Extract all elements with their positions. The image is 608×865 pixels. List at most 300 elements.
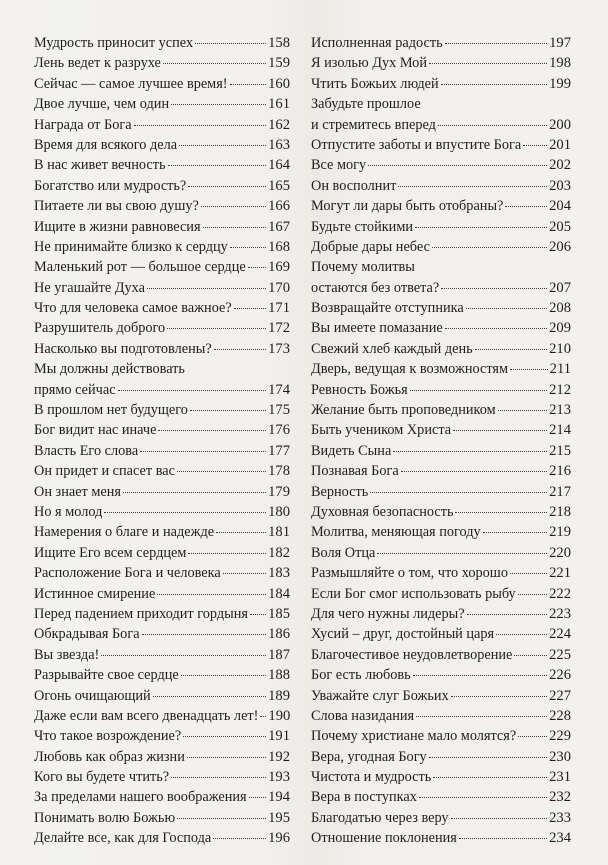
toc-entry (311, 359, 571, 379)
dot-leader (429, 757, 547, 758)
toc-entry-page-number: 202 (549, 157, 571, 174)
dot-leader (168, 165, 267, 166)
toc-entry (34, 298, 290, 318)
dot-leader (195, 43, 266, 44)
toc-entry (311, 217, 571, 237)
dot-leader (413, 675, 547, 676)
dot-leader (467, 614, 547, 615)
toc-entry-title: Что такое возрождение? (34, 728, 182, 745)
dot-leader (368, 165, 547, 166)
toc-entry (34, 706, 290, 726)
dot-leader (518, 594, 547, 595)
toc-entry-title: Даже если вам всего двенадцать лет! (34, 707, 259, 724)
toc-entry (311, 298, 571, 318)
toc-entry-title: Обкрадывая Бога (34, 626, 140, 643)
toc-entry (34, 74, 290, 94)
dot-leader (163, 63, 266, 64)
toc-entry (34, 747, 290, 767)
toc-entry-title: Познавая Бога (311, 463, 399, 480)
toc-entry (34, 217, 290, 237)
toc-entry-page-number: 187 (268, 646, 290, 663)
toc-entry (311, 828, 571, 848)
toc-entry-page-number: 198 (549, 55, 571, 72)
dot-leader (441, 288, 547, 289)
toc-entry (311, 686, 571, 706)
dot-leader (377, 553, 547, 554)
dot-leader (123, 492, 266, 493)
toc-entry-page-number: 222 (549, 585, 571, 602)
toc-entry-page-number: 214 (549, 422, 571, 439)
toc-entry-title: В нас живет вечность (34, 157, 166, 174)
dot-leader (438, 125, 547, 126)
toc-entry-title-first-line: Забудьте прошлое (311, 96, 421, 113)
toc-entry-title: Отпустите заботы и впустите Бога (311, 136, 522, 153)
toc-entry-title: Любовь как образ жизни (34, 748, 185, 765)
toc-entry-page-number: 206 (549, 238, 571, 255)
toc-column-left (34, 33, 290, 849)
toc-entry-title: Духовная безопасность (311, 503, 454, 520)
dot-leader (401, 471, 547, 472)
toc-entry (311, 53, 571, 73)
toc-entry-page-number: 171 (268, 300, 290, 317)
toc-entry-page-number: 221 (549, 565, 571, 582)
toc-entry-title: остаются без ответа? (311, 279, 440, 296)
toc-entry-page-number: 165 (268, 177, 290, 194)
toc-entry-page-number: 230 (549, 748, 571, 765)
dot-leader (118, 390, 267, 391)
dot-leader (147, 288, 266, 289)
toc-entry (34, 196, 290, 216)
toc-entry (34, 53, 290, 73)
toc-entry-title: Награда от Бога (34, 116, 132, 133)
toc-entry-page-number: 168 (268, 238, 290, 255)
toc-entry-page-number: 160 (268, 75, 290, 92)
toc-entry-title: Уважайте слуг Божьих (311, 687, 449, 704)
toc-entry (311, 645, 571, 665)
toc-entry (311, 706, 571, 726)
toc-entry-title: Все могу (311, 157, 367, 174)
toc-entry (34, 686, 290, 706)
toc-entry (34, 787, 290, 807)
dot-leader (249, 797, 266, 798)
toc-entry-page-number: 228 (549, 707, 571, 724)
toc-entry-title: Ревность Божья (311, 381, 408, 398)
dot-leader (230, 84, 267, 85)
toc-entry-title: Вы имеете помазание (311, 320, 443, 337)
toc-entry-page-number: 234 (549, 830, 571, 847)
dot-leader (216, 532, 266, 533)
toc-entry-title: Свежий хлеб каждый день (311, 340, 473, 357)
toc-entry-page-number: 184 (268, 585, 290, 602)
toc-entry (34, 665, 290, 685)
toc-entry (34, 135, 290, 155)
dot-leader (523, 145, 547, 146)
toc-entry (311, 461, 571, 481)
dot-leader (171, 777, 266, 778)
toc-entry-page-number: 231 (549, 769, 571, 786)
toc-entry-page-number: 197 (549, 35, 571, 51)
toc-entry (34, 420, 290, 440)
toc-entry (311, 257, 571, 298)
toc-entry-page-number: 162 (268, 116, 290, 133)
toc-entry (34, 33, 290, 53)
toc-entry (34, 339, 290, 359)
toc-entry (34, 257, 290, 277)
toc-entry-page-number: 158 (268, 35, 290, 51)
toc-entry-page-number: 201 (549, 136, 571, 153)
toc-entry (311, 584, 571, 604)
toc-entry (311, 482, 571, 502)
toc-entry-page-number: 215 (549, 442, 571, 459)
dot-leader (223, 573, 266, 574)
toc-entry-title: Не принимайте близко к сердцу (34, 238, 228, 255)
toc-entry-page-number: 232 (549, 789, 571, 806)
toc-entry-title: Бог видит нас иначе (34, 422, 157, 439)
toc-entry-title: Питаете ли вы свою душу? (34, 198, 199, 215)
toc-entry-page-number: 167 (268, 218, 290, 235)
toc-entry (311, 135, 571, 155)
dot-leader (188, 553, 266, 554)
dot-leader (158, 430, 266, 431)
toc-entry (34, 828, 290, 848)
toc-entry-title: Вера, угодная Богу (311, 748, 427, 765)
dot-leader (248, 267, 266, 268)
dot-leader (466, 308, 547, 309)
dot-leader (370, 492, 547, 493)
toc-entry-title: прямо сейчас (34, 381, 116, 398)
dot-leader (213, 838, 266, 839)
toc-entry (34, 318, 290, 338)
toc-entry-title: Слова назидания (311, 707, 415, 724)
toc-entry (34, 584, 290, 604)
toc-entry-title: Бог есть любовь (311, 667, 411, 684)
toc-entry-title: Власть Его слова (34, 442, 139, 459)
toc-entry-page-number: 225 (549, 646, 571, 663)
toc-entry-page-number: 185 (268, 605, 290, 622)
dot-leader (142, 634, 267, 635)
toc-entry (311, 400, 571, 420)
toc-entry-page-number: 209 (549, 320, 571, 337)
toc-entry-title: Огонь очищающий (34, 687, 151, 704)
toc-entry-page-number: 219 (549, 524, 571, 541)
toc-entry-page-number: 191 (268, 728, 290, 745)
toc-entry (311, 380, 571, 400)
dot-leader (453, 430, 547, 431)
toc-entry-page-number: 199 (549, 75, 571, 92)
toc-entry-page-number: 217 (549, 483, 571, 500)
toc-entry (311, 787, 571, 807)
dot-leader (140, 451, 266, 452)
toc-entry-title: Двое лучше, чем один (34, 96, 170, 113)
toc-entry-page-number: 169 (268, 259, 290, 276)
toc-entry-page-number: 179 (268, 483, 290, 500)
dot-leader (101, 655, 266, 656)
toc-entry-page-number: 212 (549, 381, 571, 398)
toc-column-right (311, 33, 571, 849)
toc-entry (34, 115, 290, 135)
dot-leader (179, 145, 266, 146)
toc-entry-title: Разрывайте свое сердце (34, 667, 179, 684)
toc-entry-title: Но я молод (34, 503, 103, 520)
toc-entry (311, 176, 571, 196)
toc-entry-title: Дверь, ведущая к возможностям (311, 361, 509, 378)
toc-entry (311, 74, 571, 94)
toc-entry-title: Не угашайте Духа (34, 279, 145, 296)
toc-entry-title: Вы звезда! (34, 646, 100, 663)
toc-entry-page-number: 220 (549, 544, 571, 561)
toc-entry-title: Быть учеником Христа (311, 422, 452, 439)
toc-entry-title: Добрые дары небес (311, 238, 430, 255)
dot-leader (181, 675, 266, 676)
toc-entry-title: Почему христиане мало молятся? (311, 728, 517, 745)
toc-entry-title: Будьте стойкими (311, 218, 414, 235)
toc-entry (311, 33, 571, 53)
toc-entry (34, 645, 290, 665)
toc-entry-page-number: 163 (268, 136, 290, 153)
dot-leader (171, 104, 266, 105)
toc-entry-title: Истинное смирение (34, 585, 156, 602)
toc-entry-page-number: 176 (268, 422, 290, 439)
toc-entry (34, 563, 290, 583)
dot-leader (134, 125, 267, 126)
toc-entry-page-number: 177 (268, 442, 290, 459)
toc-entry-page-number: 207 (549, 279, 571, 296)
toc-entry-page-number: 189 (268, 687, 290, 704)
toc-entry-title: Возвращайте отступника (311, 300, 464, 317)
toc-entry (311, 624, 571, 644)
dot-leader (475, 349, 547, 350)
dot-leader (496, 634, 547, 635)
dot-leader (441, 84, 547, 85)
toc-entry-page-number: 164 (268, 157, 290, 174)
toc-entry (34, 400, 290, 420)
toc-entry-title: Для чего нужны лидеры? (311, 605, 465, 622)
toc-entry-page-number: 204 (549, 198, 571, 215)
toc-entry (34, 543, 290, 563)
toc-entry-title: Расположение Бога и человека (34, 565, 221, 582)
toc-entry-title: Маленький рот — большое сердце (34, 259, 246, 276)
toc-entry-page-number: 205 (549, 218, 571, 235)
dot-leader (190, 410, 266, 411)
dot-leader (433, 777, 547, 778)
dot-leader (153, 696, 266, 697)
toc-entry-page-number: 182 (268, 544, 290, 561)
dot-leader (459, 838, 547, 839)
toc-entry-title: Исполненная радость (311, 35, 443, 51)
toc-entry-title: Могут ли дары быть отобраны? (311, 198, 504, 215)
dot-leader (250, 614, 266, 615)
toc-entry (311, 502, 571, 522)
toc-entry (34, 808, 290, 828)
dot-leader (410, 390, 547, 391)
dot-leader (419, 797, 547, 798)
toc-entry-title: Хусий – друг, достойный царя (311, 626, 495, 643)
toc-entry (34, 176, 290, 196)
toc-entry-title: Вера в поступках (311, 789, 417, 806)
dot-leader (393, 451, 547, 452)
toc-entry (34, 359, 290, 400)
toc-entry (34, 482, 290, 502)
toc-entry-page-number: 200 (549, 116, 571, 133)
dot-leader (104, 512, 266, 513)
toc-entry-title: и стремитесь вперед (311, 116, 436, 133)
toc-entry-title: Размышляйте о том, что хорошо (311, 565, 508, 582)
toc-entry-page-number: 192 (268, 748, 290, 765)
toc-entry-title: Лень ведет к разрухе (34, 55, 161, 72)
toc-entry-title: Желание быть проповедником (311, 402, 496, 419)
toc-entry-page-number: 229 (549, 728, 571, 745)
toc-entry-title: Мудрость приносит успех (34, 35, 194, 51)
dot-leader (510, 573, 547, 574)
toc-entry-title: Если Бог смог использовать рыбу (311, 585, 516, 602)
toc-entry (311, 237, 571, 257)
toc-entry-page-number: 183 (268, 565, 290, 582)
dot-leader (432, 247, 547, 248)
dot-leader (445, 43, 548, 44)
dot-leader (203, 227, 267, 228)
toc-entry (311, 155, 571, 175)
toc-entry-page-number: 181 (268, 524, 290, 541)
toc-entry-page-number: 188 (268, 667, 290, 684)
toc-entry-title: Насколько вы подготовлены? (34, 340, 212, 357)
toc-entry-title: Он восполнит (311, 177, 397, 194)
toc-entry-page-number: 227 (549, 687, 571, 704)
toc-entry (34, 767, 290, 787)
toc-entry-title: Воля Отца (311, 544, 376, 561)
toc-entry-page-number: 166 (268, 198, 290, 215)
toc-entry-title: Сейчас — самое лучшее время! (34, 75, 228, 92)
dot-leader (260, 716, 266, 717)
toc-entry-title: Богатство или мудрость? (34, 177, 187, 194)
toc-entry-page-number: 210 (549, 340, 571, 357)
dot-leader (234, 308, 266, 309)
toc-entry (311, 563, 571, 583)
toc-entry (34, 604, 290, 624)
toc-entry (34, 237, 290, 257)
toc-entry-page-number: 216 (549, 463, 571, 480)
toc-entry-page-number: 180 (268, 503, 290, 520)
toc-entry (311, 665, 571, 685)
toc-entry-page-number: 208 (549, 300, 571, 317)
toc-entry-title: Чистота и мудрость (311, 769, 432, 786)
toc-entry-title: За пределами нашего воображения (34, 789, 247, 806)
toc-entry (311, 543, 571, 563)
toc-entry-title: Намерения о благе и надежде (34, 524, 215, 541)
toc-entry (311, 94, 571, 135)
dot-leader (214, 349, 266, 350)
toc-entry-page-number: 196 (268, 830, 290, 847)
toc-entry (34, 461, 290, 481)
dot-leader (455, 512, 547, 513)
toc-entry-page-number: 186 (268, 626, 290, 643)
toc-entry (311, 747, 571, 767)
toc-entry-page-number: 213 (549, 402, 571, 419)
toc-entry (311, 726, 571, 746)
toc-entry-title: Я изолью Дух Мой (311, 55, 427, 72)
toc-entry (34, 278, 290, 298)
dot-leader (451, 696, 547, 697)
dot-leader (518, 736, 547, 737)
toc-entry-title: Перед падением приходит гордыня (34, 605, 248, 622)
dot-leader (498, 410, 547, 411)
toc-entry-title: Верность (311, 483, 369, 500)
toc-entry (34, 502, 290, 522)
toc-entry (34, 726, 290, 746)
dot-leader (177, 818, 266, 819)
toc-entry-page-number: 190 (268, 707, 291, 724)
dot-leader (451, 818, 548, 819)
toc-entry-title: В прошлом нет будущего (34, 402, 188, 419)
dot-leader (177, 471, 266, 472)
toc-entry-title: Делайте все, как для Господа (34, 830, 212, 847)
toc-entry (34, 94, 290, 114)
toc-entry-page-number: 224 (549, 626, 571, 643)
toc-entry (311, 318, 571, 338)
toc-entry (34, 155, 290, 175)
toc-entry-page-number: 175 (268, 402, 290, 419)
toc-entry-title: Благодатью через веру (311, 809, 449, 826)
toc-entry (311, 196, 571, 216)
toc-entry-title: Отношение поклонения (311, 830, 457, 847)
toc-entry (34, 522, 290, 542)
toc-entry-page-number: 218 (549, 503, 571, 520)
dot-leader (230, 247, 266, 248)
toc-entry-title: Молитва, меняющая погоду (311, 524, 481, 541)
toc-entry-page-number: 193 (268, 769, 290, 786)
toc-entry (311, 441, 571, 461)
dot-leader (415, 227, 547, 228)
toc-entry-page-number: 170 (268, 279, 290, 296)
toc-entry-page-number: 159 (268, 55, 290, 72)
toc-entry-title: Он придет и спасет вас (34, 463, 175, 480)
dot-leader (505, 206, 547, 207)
dot-leader (157, 594, 266, 595)
toc-entry-title: Видеть Сына (311, 442, 392, 459)
toc-entry-title-first-line: Почему молитвы (311, 259, 415, 276)
toc-entry-title: Чтить Божьих людей (311, 75, 439, 92)
toc-entry-title: Время для всякого дела (34, 136, 178, 153)
dot-leader (167, 328, 266, 329)
toc-entry-title-first-line: Мы должны действовать (34, 361, 185, 378)
toc-entry-page-number: 174 (268, 381, 290, 398)
toc-entry-title: Понимать волю Божью (34, 809, 176, 826)
toc-entry (311, 767, 571, 787)
toc-entry (311, 604, 571, 624)
toc-entry-page-number: 178 (268, 463, 290, 480)
toc-entry (311, 339, 571, 359)
toc-entry-page-number: 211 (549, 361, 571, 378)
dot-leader (398, 186, 547, 187)
toc-entry-title: Ищите Его всем сердцем (34, 544, 187, 561)
dot-leader (445, 328, 547, 329)
toc-entry-page-number: 194 (268, 789, 290, 806)
dot-leader (187, 757, 266, 758)
toc-entry-page-number: 223 (549, 605, 571, 622)
dot-leader (183, 736, 266, 737)
toc-entry-title: Кого вы будете чтить? (34, 769, 170, 786)
toc-entry-title: Разрушитель доброго (34, 320, 166, 337)
toc-entry (311, 420, 571, 440)
dot-leader (201, 206, 266, 207)
toc-entry-title: Он знает меня (34, 483, 121, 500)
toc-entry-page-number: 195 (268, 809, 290, 826)
toc-entry-page-number: 226 (549, 667, 571, 684)
toc-entry (311, 808, 571, 828)
dot-leader (188, 186, 266, 187)
toc-entry-title: Что для человека самое важное? (34, 300, 232, 317)
dot-leader (429, 63, 547, 64)
toc-entry-page-number: 172 (268, 320, 290, 337)
